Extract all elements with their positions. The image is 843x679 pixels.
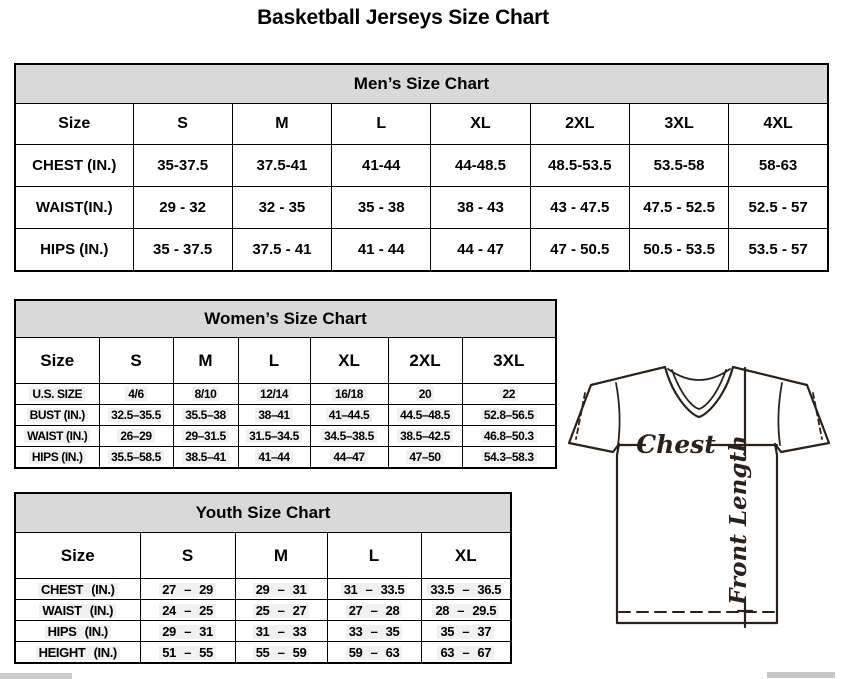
row-label: HEIGHT (IN.) (15, 642, 140, 664)
size-value: 47.5 - 52.5 (629, 187, 728, 229)
row-label: U.S. SIZE (15, 384, 99, 405)
column-header-3xl: 3XL (462, 338, 556, 384)
size-value: 29 – 31 (140, 621, 235, 642)
youth-size-table (14, 492, 512, 664)
size-value: 37.5-41 (232, 145, 331, 187)
column-header-s: S (140, 533, 235, 579)
size-value: 25 – 27 (235, 600, 327, 621)
womens-size-table (14, 299, 557, 469)
table-row-us-size (15, 384, 556, 405)
size-value: 55 – 59 (235, 642, 327, 664)
table-row-height (15, 642, 511, 664)
front-length-label: Front Length (725, 435, 752, 605)
table-row-waist (15, 426, 556, 447)
table-row-chest (15, 579, 511, 600)
column-header-s: S (133, 104, 232, 145)
table-row-hips (15, 229, 828, 272)
size-value: 33 – 35 (327, 621, 421, 642)
size-value: 20 (388, 384, 462, 405)
column-header-l: L (327, 533, 421, 579)
size-value: 54.3–58.3 (462, 447, 556, 469)
row-label: BUST (IN.) (15, 405, 99, 426)
size-value: 41-44 (332, 145, 431, 187)
size-value: 32.5–35.5 (99, 405, 173, 426)
column-header-l: L (332, 104, 431, 145)
row-label: HIPS (IN.) (15, 621, 140, 642)
row-label: WAIST (IN.) (15, 600, 140, 621)
size-value: 63 – 67 (421, 642, 511, 664)
mens-table-title: Men’s Size Chart (15, 64, 828, 104)
size-value: 28 – 29.5 (421, 600, 511, 621)
column-header-2xl: 2XL (530, 104, 629, 145)
size-value: 32 - 35 (232, 187, 331, 229)
sleeve-seam (778, 383, 782, 445)
table-row-bust (15, 405, 556, 426)
mens-size-table (14, 63, 829, 272)
size-value: 44.5–48.5 (388, 405, 462, 426)
size-value: 52.5 - 57 (729, 187, 828, 229)
size-value: 46.8–50.3 (462, 426, 556, 447)
size-value: 35 – 37 (421, 621, 511, 642)
size-value: 41–44 (238, 447, 310, 469)
row-label: WAIST(IN.) (15, 187, 133, 229)
table-row-waist (15, 187, 828, 229)
size-value: 22 (462, 384, 556, 405)
collar-line (668, 369, 730, 380)
size-value: 26–29 (99, 426, 173, 447)
size-value: 12/14 (238, 384, 310, 405)
column-header-size: Size (15, 533, 140, 579)
size-value: 43 - 47.5 (530, 187, 629, 229)
size-value: 53.5-58 (629, 145, 728, 187)
size-value: 50.5 - 53.5 (629, 229, 728, 272)
size-value: 44-48.5 (431, 145, 530, 187)
size-value: 59 – 63 (327, 642, 421, 664)
chest-label: Chest (636, 430, 716, 459)
page-title: Basketball Jerseys Size Chart (257, 6, 549, 29)
size-value: 37.5 - 41 (232, 229, 331, 272)
size-value: 34.5–38.5 (310, 426, 388, 447)
size-value: 41 - 44 (332, 229, 431, 272)
size-value: 35 - 37.5 (133, 229, 232, 272)
size-value: 58-63 (729, 145, 828, 187)
table-row-waist (15, 600, 511, 621)
size-value: 38.5–42.5 (388, 426, 462, 447)
cuff-dashed-line (813, 393, 822, 439)
size-value: 29 - 32 (133, 187, 232, 229)
size-value: 44–47 (310, 447, 388, 469)
size-value: 53.5 - 57 (729, 229, 828, 272)
size-value: 48.5-53.5 (530, 145, 629, 187)
size-value: 24 – 25 (140, 600, 235, 621)
size-value: 52.8–56.5 (462, 405, 556, 426)
womens-table-title: Women’s Size Chart (15, 300, 556, 338)
youth-header-row (15, 533, 511, 579)
column-header-m: M (173, 338, 238, 384)
size-value: 47 - 50.5 (530, 229, 629, 272)
size-value: 35.5–38 (173, 405, 238, 426)
column-header-xl: XL (310, 338, 388, 384)
size-value: 41–44.5 (310, 405, 388, 426)
row-label: WAIST (IN.) (15, 426, 99, 447)
size-value: 38–41 (238, 405, 310, 426)
column-header-xl: XL (421, 533, 511, 579)
size-value: 27 – 29 (140, 579, 235, 600)
size-value: 47–50 (388, 447, 462, 469)
size-value: 38.5–41 (173, 447, 238, 469)
row-label: HIPS (IN.) (15, 229, 133, 272)
column-header-m: M (232, 104, 331, 145)
size-value: 4/6 (99, 384, 173, 405)
jersey-outline (569, 367, 829, 623)
table-row-chest (15, 145, 828, 187)
size-value: 8/10 (173, 384, 238, 405)
row-label: HIPS (IN.) (15, 447, 99, 469)
size-value: 29 – 31 (235, 579, 327, 600)
size-value: 31 – 33 (235, 621, 327, 642)
size-value: 27 – 28 (327, 600, 421, 621)
horizontal-scrollbar-fragment[interactable] (0, 673, 72, 679)
cuff-dashed-line (576, 393, 585, 439)
column-header-2xl: 2XL (388, 338, 462, 384)
column-header-xl: XL (431, 104, 530, 145)
size-value: 31.5–34.5 (238, 426, 310, 447)
column-header-m: M (235, 533, 327, 579)
column-header-3xl: 3XL (629, 104, 728, 145)
horizontal-scrollbar-fragment[interactable] (767, 672, 835, 678)
youth-table-title: Youth Size Chart (15, 493, 511, 533)
jersey-measurement-diagram (555, 355, 843, 655)
table-row-hips (15, 447, 556, 469)
womens-header-row (15, 338, 556, 384)
size-value: 51 – 55 (140, 642, 235, 664)
size-value: 35 - 38 (332, 187, 431, 229)
column-header-size: Size (15, 104, 133, 145)
size-value: 16/18 (310, 384, 388, 405)
size-value: 29–31.5 (173, 426, 238, 447)
size-value: 33.5 – 36.5 (421, 579, 511, 600)
size-value: 31 – 33.5 (327, 579, 421, 600)
table-row-hips (15, 621, 511, 642)
size-value: 44 - 47 (431, 229, 530, 272)
column-header-l: L (238, 338, 310, 384)
sleeve-seam (616, 383, 620, 445)
mens-header-row (15, 104, 828, 145)
size-value: 35-37.5 (133, 145, 232, 187)
row-label: CHEST (IN.) (15, 145, 133, 187)
size-value: 38 - 43 (431, 187, 530, 229)
column-header-s: S (99, 338, 173, 384)
column-header-4xl: 4XL (729, 104, 828, 145)
column-header-size: Size (15, 338, 99, 384)
row-label: CHEST (IN.) (15, 579, 140, 600)
size-value: 35.5–58.5 (99, 447, 173, 469)
